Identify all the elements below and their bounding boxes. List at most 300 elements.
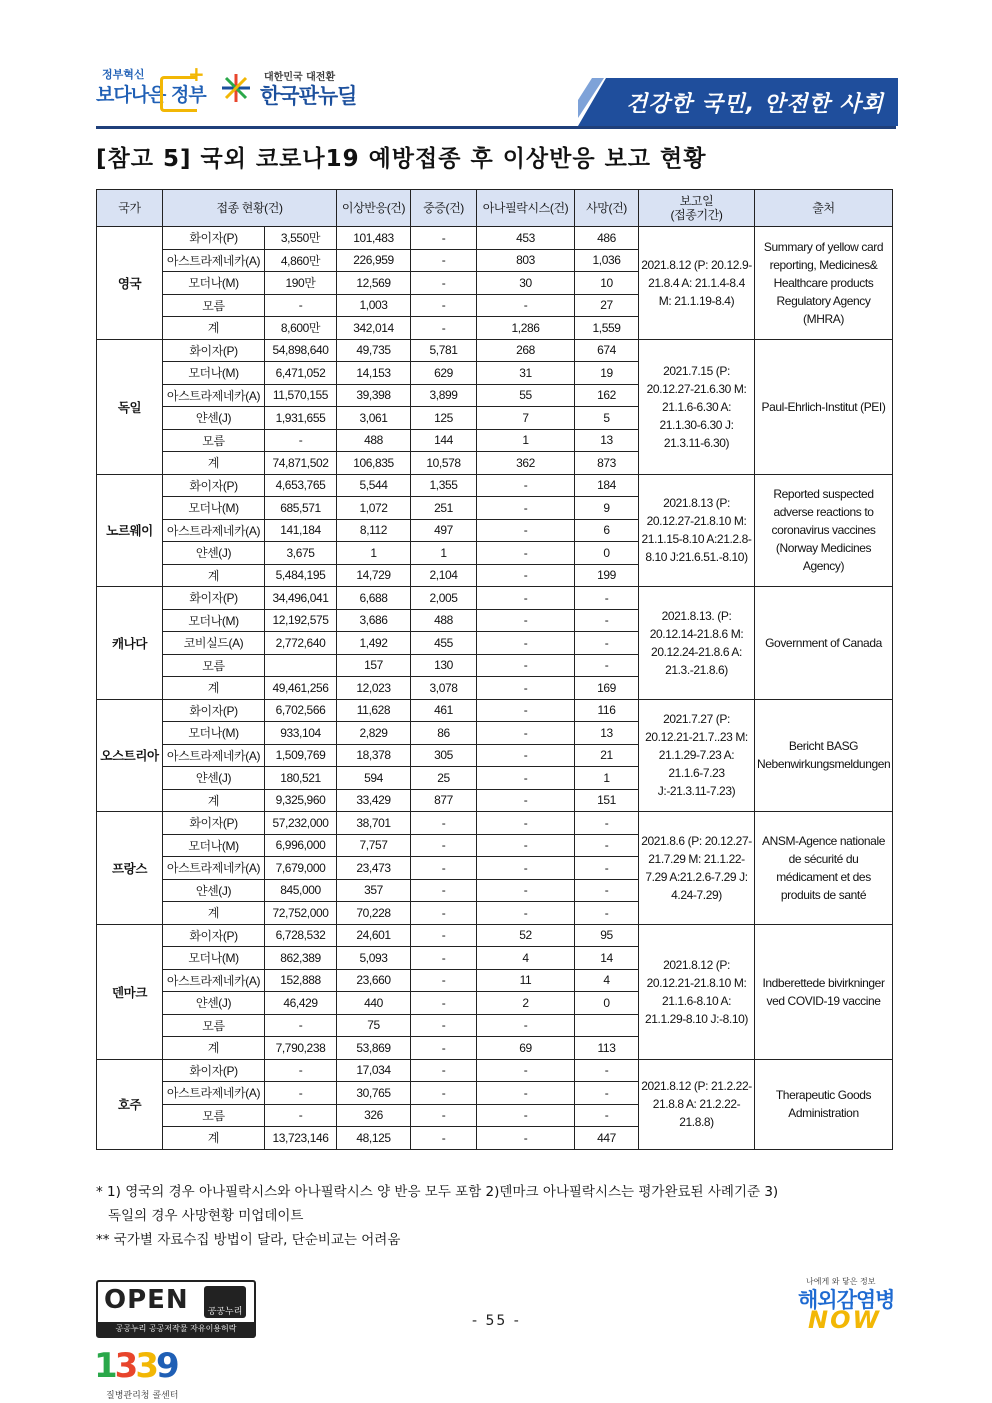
anaphylaxis-cell: 1 <box>477 429 575 452</box>
page-title: [참고 5] 국외 코로나19 예방접종 후 이상반응 보고 현황 <box>96 146 707 172</box>
death-cell: - <box>575 857 639 880</box>
table-row <box>97 924 893 947</box>
doses-cell: 11,570,155 <box>265 384 337 407</box>
severe-cell: 455 <box>411 632 477 655</box>
severe-cell: 497 <box>411 519 477 542</box>
death-cell: 1 <box>575 767 639 790</box>
adverse-cell: 39,398 <box>337 384 411 407</box>
doses-cell: 49,461,256 <box>265 677 337 700</box>
severe-cell: - <box>411 1014 477 1037</box>
adverse-cell: 1,072 <box>337 497 411 520</box>
severe-cell: - <box>411 227 477 250</box>
adverse-cell: 75 <box>337 1014 411 1037</box>
severe-cell: 488 <box>411 609 477 632</box>
severe-cell: - <box>411 812 477 835</box>
anaphylaxis-cell: 30 <box>477 272 575 295</box>
severe-cell: 305 <box>411 744 477 767</box>
adverse-cell: 101,483 <box>337 227 411 250</box>
death-cell: 14 <box>575 947 639 970</box>
doses-cell: 2,772,640 <box>265 632 337 655</box>
header-severe: 중증(건) <box>411 190 477 227</box>
severe-cell: 251 <box>411 497 477 520</box>
doses-cell: - <box>265 1082 337 1105</box>
adverse-cell: 7,757 <box>337 834 411 857</box>
country-cell: 덴마크 <box>97 924 163 1059</box>
doses-cell: 7,790,238 <box>265 1037 337 1060</box>
doses-cell <box>265 654 337 677</box>
doses-cell: - <box>265 1059 337 1082</box>
vaccine-cell: 아스트라제네카(A) <box>163 744 265 767</box>
anaphylaxis-cell: - <box>477 497 575 520</box>
severe-cell: 629 <box>411 362 477 385</box>
vaccine-cell: 계 <box>163 902 265 925</box>
vaccine-cell: 계 <box>163 452 265 475</box>
adverse-cell: 5,544 <box>337 474 411 497</box>
severe-cell: - <box>411 1104 477 1127</box>
doses-cell: 9,325,960 <box>265 789 337 812</box>
doses-cell: - <box>265 1104 337 1127</box>
adverse-cell: 14,153 <box>337 362 411 385</box>
doses-cell: 180,521 <box>265 767 337 790</box>
anaphylaxis-cell: - <box>477 722 575 745</box>
severe-cell: - <box>411 249 477 272</box>
table-row <box>97 1059 893 1082</box>
vaccine-cell: 모름 <box>163 294 265 317</box>
source-cell: Summary of yellow card reporting, Medicines& Healthcare products Regulatory Agency (MHRA) <box>755 227 893 340</box>
doses-cell: - <box>265 294 337 317</box>
source-cell: Indberettede bivirkninger ved COVID-19 vaccine <box>755 924 893 1059</box>
severe-cell: 5,781 <box>411 339 477 362</box>
adverse-cell: 106,835 <box>337 452 411 475</box>
anaphylaxis-cell: - <box>477 767 575 790</box>
anaphylaxis-cell: - <box>477 677 575 700</box>
vaccine-cell: 아스트라제네카(A) <box>163 384 265 407</box>
header-report-date: 보고일 (접종기간) <box>639 190 755 227</box>
adverse-cell: 38,701 <box>337 812 411 835</box>
adverse-cell: 23,660 <box>337 969 411 992</box>
table-row <box>97 339 893 362</box>
death-cell: - <box>575 834 639 857</box>
report-date-cell: 2021.8.12 (P: 20.12.9-21.8.4 A: 21.1.4-8.4 M: 21.1.19-8.4) <box>639 227 755 340</box>
adverse-cell: 226,959 <box>337 249 411 272</box>
footnote-2: ** 국가별 자료수집 방법이 달라, 단순비교는 어려움 <box>96 1232 401 1248</box>
anaphylaxis-cell: 453 <box>477 227 575 250</box>
doses-cell: 7,679,000 <box>265 857 337 880</box>
death-cell: 873 <box>575 452 639 475</box>
callcenter-digits: 1339 <box>94 1346 177 1386</box>
vaccine-cell: 모름 <box>163 429 265 452</box>
table-row <box>97 699 893 722</box>
doses-cell: 152,888 <box>265 969 337 992</box>
adverse-cell: 3,061 <box>337 407 411 430</box>
footnotes <box>96 1180 896 1252</box>
adverse-cell: 488 <box>337 429 411 452</box>
table-row <box>97 227 893 250</box>
report-date-cell: 2021.8.12 (P: 21.2.22-21.8.8 A: 21.2.22-21.8.8) <box>639 1059 755 1149</box>
header-anaphylaxis: 아나필락시스(건) <box>477 190 575 227</box>
table-row <box>97 812 893 835</box>
anaphylaxis-cell: - <box>477 1014 575 1037</box>
anaphylaxis-cell: - <box>477 834 575 857</box>
doses-cell: - <box>265 429 337 452</box>
anaphylaxis-cell: - <box>477 857 575 880</box>
logo1-big-text: 보다나은 정부 <box>96 84 206 106</box>
death-cell: 13 <box>575 722 639 745</box>
adverse-cell: 12,023 <box>337 677 411 700</box>
footnote-1: * 1) 영국의 경우 아나필락시스와 아나필락시스 양 반응 모두 포함 2)덴마크 아나필락시스는 평가완료된 사례기준 3) <box>96 1184 779 1200</box>
death-cell: - <box>575 609 639 632</box>
severe-cell: 1,355 <box>411 474 477 497</box>
source-cell: Paul-Ehrlich-Institut (PEI) <box>755 339 893 474</box>
report-date-cell: 2021.7.15 (P: 20.12.27-21.6.30 M: 21.1.6-6.30 A: 21.1.30-6.30 J: 21.3.11-6.30) <box>639 339 755 474</box>
anaphylaxis-cell: - <box>477 609 575 632</box>
death-cell: 674 <box>575 339 639 362</box>
adverse-cell: 1 <box>337 542 411 565</box>
report-date-cell: 2021.8.13. (P: 20.12.14-21.8.6 M: 20.12.24-21.8.6 A: 21.3.-21.8.6) <box>639 587 755 700</box>
vaccine-cell: 화이자(P) <box>163 699 265 722</box>
severe-cell: 130 <box>411 654 477 677</box>
anaphylaxis-cell: 803 <box>477 249 575 272</box>
logo2-small-text: 대한민국 대전환 <box>264 72 336 83</box>
vaccine-cell: 얀센(J) <box>163 542 265 565</box>
vaccine-cell: 모더나(M) <box>163 947 265 970</box>
vaccine-cell: 계 <box>163 677 265 700</box>
callcenter-logo <box>92 1346 212 1402</box>
severe-cell: - <box>411 1059 477 1082</box>
anaphylaxis-cell: - <box>477 294 575 317</box>
adverse-cell: 12,569 <box>337 272 411 295</box>
severe-cell: 3,078 <box>411 677 477 700</box>
header-vaccination: 접종 현황(건) <box>163 190 337 227</box>
footnote-1-cont: 독일의 경우 사망현황 미업데이트 <box>108 1208 304 1224</box>
country-cell: 영국 <box>97 227 163 340</box>
death-cell: 151 <box>575 789 639 812</box>
death-cell: - <box>575 654 639 677</box>
source-cell: Reported suspected adverse reactions to coronavirus vaccines (Norway Medicines Agency) <box>755 474 893 587</box>
person-icon <box>204 1286 246 1318</box>
anaphylaxis-cell: 268 <box>477 339 575 362</box>
severe-cell: - <box>411 947 477 970</box>
doses-cell: 46,429 <box>265 992 337 1015</box>
severe-cell: - <box>411 902 477 925</box>
vaccine-cell: 코비실드(A) <box>163 632 265 655</box>
anaphylaxis-cell: 7 <box>477 407 575 430</box>
adverse-cell: 8,112 <box>337 519 411 542</box>
vaccine-cell: 아스트라제네카(A) <box>163 857 265 880</box>
severe-cell: 877 <box>411 789 477 812</box>
vaccine-cell: 화이자(P) <box>163 587 265 610</box>
severe-cell: 125 <box>411 407 477 430</box>
death-cell: 21 <box>575 744 639 767</box>
adverse-cell: 357 <box>337 879 411 902</box>
death-cell: 4 <box>575 969 639 992</box>
death-cell: - <box>575 587 639 610</box>
doses-cell: 685,571 <box>265 497 337 520</box>
open-word: OPEN <box>104 1285 189 1315</box>
doses-cell: 8,600만 <box>265 317 337 340</box>
doses-cell: 74,871,502 <box>265 452 337 475</box>
adverse-cell: 18,378 <box>337 744 411 767</box>
adverse-cell: 1,003 <box>337 294 411 317</box>
vaccine-cell: 화이자(P) <box>163 1059 265 1082</box>
logo2-big-text: 한국판뉴딜 <box>260 84 357 108</box>
report-date-cell: 2021.8.13 (P: 20.12.27-21.8.10 M: 21.1.15-8.10 A:21.2.8-8.10 J:21.6.51.-8.10) <box>639 474 755 587</box>
doses-cell: 141,184 <box>265 519 337 542</box>
death-cell: 162 <box>575 384 639 407</box>
table-body <box>97 227 893 1150</box>
severe-cell: 2,005 <box>411 587 477 610</box>
vaccine-cell: 모더나(M) <box>163 609 265 632</box>
vaccine-cell: 모름 <box>163 654 265 677</box>
vaccine-cell: 화이자(P) <box>163 227 265 250</box>
overseas-top-text: 나에게 와 닿은 정보 <box>806 1277 876 1286</box>
vaccine-cell: 계 <box>163 1127 265 1150</box>
vaccine-cell: 모더나(M) <box>163 362 265 385</box>
doses-cell: 54,898,640 <box>265 339 337 362</box>
source-cell: ANSM-Agence nationale de sécurité du médicament et des produits de santé <box>755 812 893 925</box>
header-country: 국가 <box>97 190 163 227</box>
header-source: 출처 <box>755 190 893 227</box>
severe-cell: - <box>411 1127 477 1150</box>
severe-cell: 461 <box>411 699 477 722</box>
anaphylaxis-cell: - <box>477 1104 575 1127</box>
doses-cell: 933,104 <box>265 722 337 745</box>
vaccine-cell: 모름 <box>163 1104 265 1127</box>
header-death: 사망(건) <box>575 190 639 227</box>
doses-cell: 13,723,146 <box>265 1127 337 1150</box>
adverse-cell: 440 <box>337 992 411 1015</box>
vaccine-cell: 아스트라제네카(A) <box>163 1082 265 1105</box>
open-license-logo <box>96 1280 256 1338</box>
country-cell: 노르웨이 <box>97 474 163 587</box>
country-cell: 캐나다 <box>97 587 163 700</box>
vaccine-cell: 화이자(P) <box>163 339 265 362</box>
anaphylaxis-cell: 11 <box>477 969 575 992</box>
death-cell: - <box>575 812 639 835</box>
country-cell: 독일 <box>97 339 163 474</box>
death-cell: 0 <box>575 542 639 565</box>
adverse-cell: 6,688 <box>337 587 411 610</box>
adverse-reaction-table <box>96 189 893 1150</box>
vaccine-cell: 얀센(J) <box>163 407 265 430</box>
death-cell: 0 <box>575 992 639 1015</box>
vaccine-cell: 모더나(M) <box>163 834 265 857</box>
report-date-cell: 2021.8.12 (P: 20.12.21-21.8.10 M: 21.1.6-8.10 A: 21.1.29-8.10 J:-8.10) <box>639 924 755 1059</box>
callcenter-caption: 질병관리청 콜센터 <box>106 1391 179 1401</box>
severe-cell: - <box>411 969 477 992</box>
death-cell: - <box>575 1059 639 1082</box>
death-cell: 199 <box>575 564 639 587</box>
table-row <box>97 587 893 610</box>
page-number: - 55 - <box>472 1313 521 1329</box>
doses-cell: 3,675 <box>265 542 337 565</box>
report-date-cell: 2021.8.6 (P: 20.12.27-21.7.29 M: 21.1.22-7.29 A:21.2.6-7.29 J: 4.24-7.29) <box>639 812 755 925</box>
vaccine-cell: 화이자(P) <box>163 924 265 947</box>
anaphylaxis-cell: - <box>477 1082 575 1105</box>
anaphylaxis-cell: - <box>477 474 575 497</box>
severe-cell: - <box>411 272 477 295</box>
severe-cell: - <box>411 317 477 340</box>
vaccine-cell: 화이자(P) <box>163 812 265 835</box>
anaphylaxis-cell: - <box>477 1059 575 1082</box>
doses-cell: 862,389 <box>265 947 337 970</box>
severe-cell: 1 <box>411 542 477 565</box>
anaphylaxis-cell: - <box>477 699 575 722</box>
death-cell: 486 <box>575 227 639 250</box>
logo1-small-text: 정부혁신 <box>102 68 145 81</box>
anaphylaxis-cell: - <box>477 519 575 542</box>
adverse-cell: 326 <box>337 1104 411 1127</box>
doses-cell: 1,931,655 <box>265 407 337 430</box>
anaphylaxis-cell: - <box>477 632 575 655</box>
death-cell: 1,559 <box>575 317 639 340</box>
severe-cell: - <box>411 834 477 857</box>
anaphylaxis-cell: - <box>477 654 575 677</box>
adverse-cell: 3,686 <box>337 609 411 632</box>
adverse-cell: 49,735 <box>337 339 411 362</box>
death-cell: - <box>575 902 639 925</box>
doses-cell: 34,496,041 <box>265 587 337 610</box>
death-cell: 447 <box>575 1127 639 1150</box>
doses-cell: 4,653,765 <box>265 474 337 497</box>
severe-cell: - <box>411 1037 477 1060</box>
anaphylaxis-cell: 1,286 <box>477 317 575 340</box>
death-cell: 95 <box>575 924 639 947</box>
table-row <box>97 474 893 497</box>
death-cell: 10 <box>575 272 639 295</box>
severe-cell: 144 <box>411 429 477 452</box>
adverse-cell: 33,429 <box>337 789 411 812</box>
doses-cell: 4,860만 <box>265 249 337 272</box>
doses-cell: 3,550만 <box>265 227 337 250</box>
overseas-now-text: NOW <box>808 1306 881 1334</box>
slogan-text: 건강한 국민, 안전한 사회 <box>626 92 884 117</box>
doses-cell: 5,484,195 <box>265 564 337 587</box>
death-cell: 169 <box>575 677 639 700</box>
death-cell: - <box>575 1082 639 1105</box>
vaccine-cell: 모더나(M) <box>163 497 265 520</box>
vaccine-cell: 모더나(M) <box>163 722 265 745</box>
vaccine-cell: 계 <box>163 317 265 340</box>
doses-cell: 845,000 <box>265 879 337 902</box>
adverse-cell: 23,473 <box>337 857 411 880</box>
doses-cell: 57,232,000 <box>265 812 337 835</box>
adverse-cell: 14,729 <box>337 564 411 587</box>
anaphylaxis-cell: 69 <box>477 1037 575 1060</box>
death-cell: - <box>575 632 639 655</box>
anaphylaxis-cell: - <box>477 902 575 925</box>
death-cell: 113 <box>575 1037 639 1060</box>
adverse-cell: 17,034 <box>337 1059 411 1082</box>
vaccine-cell: 얀센(J) <box>163 767 265 790</box>
severe-cell: 86 <box>411 722 477 745</box>
vaccine-cell: 계 <box>163 564 265 587</box>
death-cell: - <box>575 1104 639 1127</box>
death-cell: 184 <box>575 474 639 497</box>
death-cell: 1,036 <box>575 249 639 272</box>
doses-cell: - <box>265 1014 337 1037</box>
country-cell: 오스트리아 <box>97 699 163 812</box>
vaccine-cell: 아스트라제네카(A) <box>163 969 265 992</box>
page-header <box>0 0 992 135</box>
adverse-cell: 24,601 <box>337 924 411 947</box>
anaphylaxis-cell: 55 <box>477 384 575 407</box>
severe-cell: - <box>411 992 477 1015</box>
adverse-cell: 70,228 <box>337 902 411 925</box>
severe-cell: - <box>411 924 477 947</box>
source-cell: Government of Canada <box>755 587 893 700</box>
death-cell <box>575 1014 639 1037</box>
severe-cell: - <box>411 879 477 902</box>
anaphylaxis-cell: - <box>477 879 575 902</box>
doses-cell: 72,752,000 <box>265 902 337 925</box>
death-cell: 9 <box>575 497 639 520</box>
header-adverse: 이상반응(건) <box>337 190 411 227</box>
adverse-cell: 11,628 <box>337 699 411 722</box>
vaccine-cell: 얀센(J) <box>163 992 265 1015</box>
anaphylaxis-cell: 4 <box>477 947 575 970</box>
adverse-cell: 30,765 <box>337 1082 411 1105</box>
report-date-cell: 2021.7.27 (P: 20.12.21-21.7..23 M: 21.1.29-7.23 A: 21.1.6-7.23 J:-21.3.11-7.23) <box>639 699 755 812</box>
death-cell: 116 <box>575 699 639 722</box>
country-cell: 호주 <box>97 1059 163 1149</box>
death-cell: 13 <box>575 429 639 452</box>
anaphylaxis-cell: - <box>477 789 575 812</box>
adverse-cell: 48,125 <box>337 1127 411 1150</box>
vaccine-cell: 얀센(J) <box>163 879 265 902</box>
anaphylaxis-cell: - <box>477 564 575 587</box>
adverse-cell: 594 <box>337 767 411 790</box>
doses-cell: 12,192,575 <box>265 609 337 632</box>
severe-cell: 2,104 <box>411 564 477 587</box>
severe-cell: - <box>411 857 477 880</box>
overseas-infection-now-logo <box>798 1276 902 1336</box>
adverse-cell: 53,869 <box>337 1037 411 1060</box>
anaphylaxis-cell: - <box>477 587 575 610</box>
adverse-cell: 2,829 <box>337 722 411 745</box>
doses-cell: 6,996,000 <box>265 834 337 857</box>
death-cell: 5 <box>575 407 639 430</box>
anaphylaxis-cell: - <box>477 1127 575 1150</box>
severe-cell: 25 <box>411 767 477 790</box>
vaccine-cell: 모더나(M) <box>163 272 265 295</box>
anaphylaxis-cell: 2 <box>477 992 575 1015</box>
adverse-cell: 157 <box>337 654 411 677</box>
source-cell: Bericht BASG Nebenwirkungsmeldungen <box>755 699 893 812</box>
table-header-row <box>97 190 893 227</box>
doses-cell: 6,728,532 <box>265 924 337 947</box>
new-deal-mark-icon <box>220 72 252 104</box>
death-cell: - <box>575 879 639 902</box>
severe-cell: - <box>411 294 477 317</box>
vaccine-cell: 아스트라제네카(A) <box>163 519 265 542</box>
doses-cell: 6,471,052 <box>265 362 337 385</box>
vaccine-cell: 화이자(P) <box>163 474 265 497</box>
vaccine-cell: 아스트라제네카(A) <box>163 249 265 272</box>
anaphylaxis-cell: 52 <box>477 924 575 947</box>
severe-cell: 10,578 <box>411 452 477 475</box>
death-cell: 27 <box>575 294 639 317</box>
adverse-cell: 342,014 <box>337 317 411 340</box>
death-cell: 6 <box>575 519 639 542</box>
slogan-banner <box>578 78 898 126</box>
government-innovation-logo <box>96 62 206 112</box>
anaphylaxis-cell: - <box>477 744 575 767</box>
source-cell: Therapeutic Goods Administration <box>755 1059 893 1149</box>
vaccine-cell: 계 <box>163 789 265 812</box>
vaccine-cell: 계 <box>163 1037 265 1060</box>
open-icon-label: 공공누리 <box>207 1307 243 1317</box>
